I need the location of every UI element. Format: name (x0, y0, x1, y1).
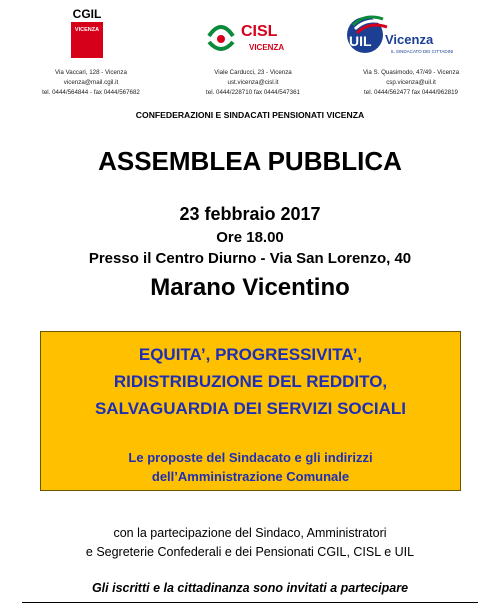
theme-line-2: RIDISTRIBUZIONE DEL REDDITO, (113, 372, 388, 391)
subtitle-line-1: Le proposte del Sindacato e gli indirizzi (128, 450, 373, 465)
address-street: Viale Carducci, 23 - Vicenza (214, 69, 292, 76)
uil-logo (345, 11, 460, 61)
address-email: vicenza@mail.cgil.it (63, 79, 119, 86)
address-email: ust.vicenza@cisl.it (227, 79, 279, 86)
event-time: Ore 18.00 (216, 229, 284, 246)
cisl-emblem-icon (207, 22, 235, 52)
address-uil (326, 68, 496, 98)
address-street: Via Vaccari, 128 - Vicenza (55, 69, 127, 76)
uil-logo-name: UIL (349, 33, 372, 49)
invite-text: Gli iscritti e la cittadinanza sono invitati a partecipare (91, 581, 409, 595)
cgil-logo-name: CGIL (72, 7, 102, 21)
participation-line-1: con la partecipazione del Sindaco, Amministratori (113, 526, 387, 540)
event-venue: Presso il Centro Diurno - Via San Lorenzo, 40 (88, 250, 412, 267)
address-phone: tel. 0444/562477 fax 0444/962819 (364, 89, 458, 96)
cisl-logo-name: CISL (241, 23, 278, 40)
cgil-logo-sub: VICENZA (74, 27, 100, 33)
event-town: Marano Vicentino (150, 274, 350, 301)
address-cgil (6, 68, 176, 98)
theme-line-3: SALVAGUARDIA DEI SERVIZI SOCIALI (94, 399, 407, 418)
header-org: CONFEDERAZIONI E SINDACATI PENSIONATI VICENZA (135, 110, 365, 120)
cgil-logo (71, 8, 103, 58)
participation-line-2: e Segreterie Confederali e dei Pensionati CGIL, CISL e UIL (85, 545, 415, 559)
subtitle-line-2: dell’Amministrazione Comunale (151, 469, 350, 484)
uil-logo-word: Vicenza (385, 32, 434, 47)
page-title: ASSEMBLEA PUBBLICA (98, 146, 402, 176)
event-date: 23 febbraio 2017 (179, 204, 321, 224)
cisl-logo-sub: VICENZA (249, 43, 285, 52)
cisl-logo (205, 16, 300, 56)
address-phone: tel. 0444/228710 fax 0444/547361 (206, 89, 300, 96)
address-street: Via S. Quasimodo, 47/49 - Vicenza (362, 69, 460, 76)
uil-logo-sub: IL SINDACATO DEI CITTADINI (391, 49, 454, 54)
bottom-divider (22, 602, 478, 603)
address-cisl (168, 68, 338, 98)
address-phone: tel. 0444/564844 - fax 0444/567682 (42, 89, 140, 96)
address-email: csp.vicenza@uil.it (386, 79, 436, 86)
theme-line-1: EQUITA’, PROGRESSIVITA’, (138, 345, 363, 364)
theme-box (40, 331, 461, 491)
